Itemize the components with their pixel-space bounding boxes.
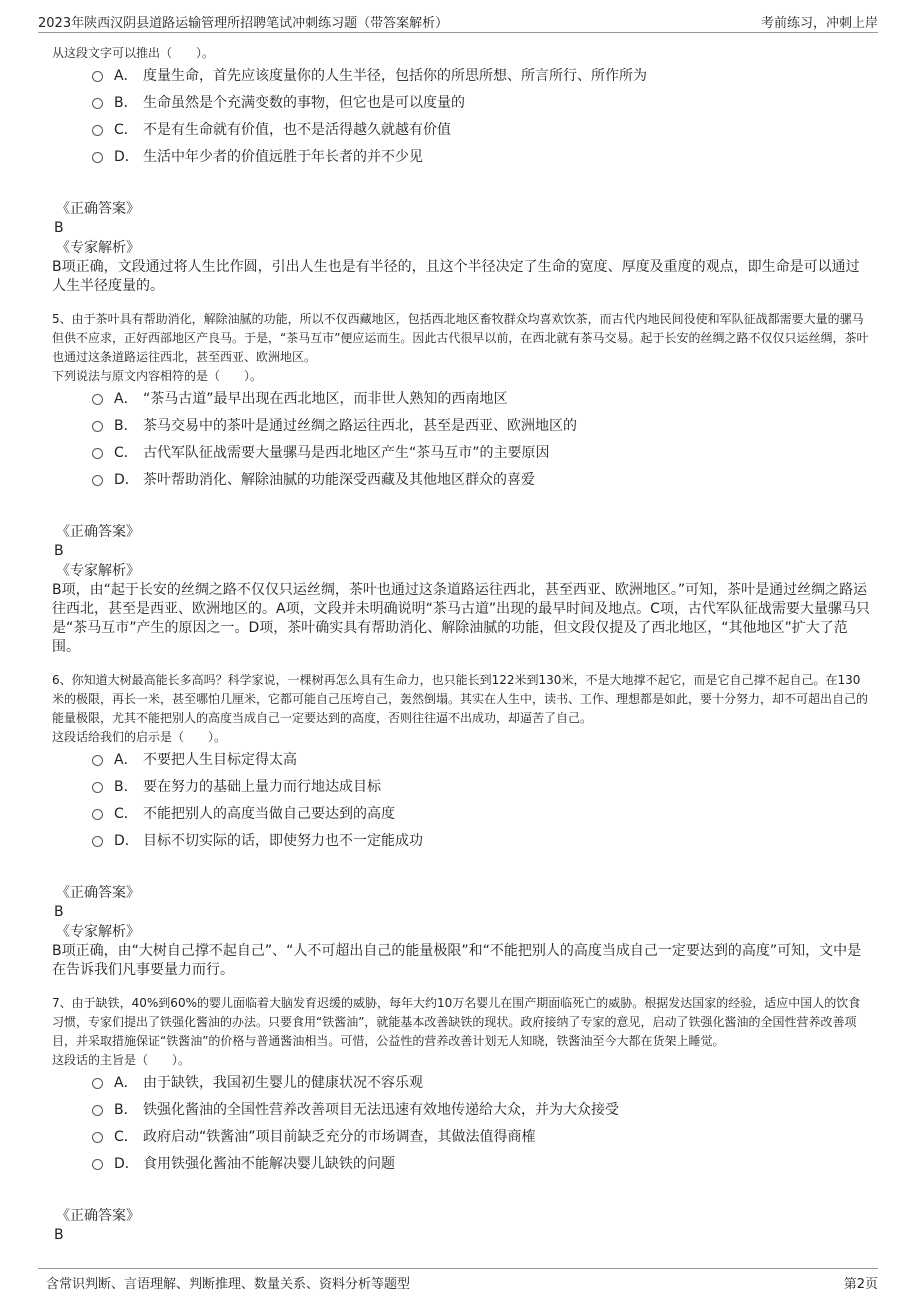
- explanation-text: B项，由“起于长安的丝绸之路不仅仅只运丝绸，茶叶也通过这条道路运往西北，甚至西亚、欧洲地区。”可知，茶叶是通过丝绸之路运往西北，甚至是西亚、欧洲地区的。A项，文段并未明确说明“茶马古道”出现的最早时间及地点。C项，古代军队征战需要大量骡马只是“茶马互市”产生的原因之一。D项，茶叶确实具有帮助消化、解除油腻的功能，但文段仅提及了西北地区，“其他地区”扩大了范围。: [52, 582, 870, 655]
- option-text: 茶马交易中的茶叶是通过丝绸之路运往西北，甚至是西亚、欧洲地区的: [143, 418, 577, 434]
- answer-value: B: [54, 1227, 64, 1243]
- option-a[interactable]: [92, 750, 870, 777]
- option-list: [92, 750, 870, 858]
- option-letter: A．: [114, 1075, 138, 1091]
- page-footer: [38, 1268, 878, 1293]
- option-d[interactable]: [92, 831, 870, 858]
- option-c[interactable]: [92, 443, 870, 470]
- question-passage: 6、你知道大树最高能长多高吗？科学家说，一棵树再怎么具有生命力，也只能长到122米到130米，不是大地撑不起它，而是它自己撑不起自己。在130米的极限，再长一米，甚至哪怕几厘米，它都可能自己压垮自己，轰然倒塌。其实在人生中，读书、工作、理想都是如此，要十分努力，却不可超出自己的能量极限，尤其不能把别人的高度当成自己一定要达到的高度，否则往往逼不出成功，却逼苦了自己。: [52, 673, 869, 725]
- option-b[interactable]: [92, 416, 870, 443]
- radio-icon[interactable]: [92, 782, 103, 793]
- radio-icon[interactable]: [92, 152, 103, 163]
- option-d[interactable]: [92, 470, 870, 497]
- option-c[interactable]: [92, 1127, 870, 1154]
- answer-value: B: [54, 220, 64, 236]
- explanation-heading: 《专家解析》: [56, 240, 140, 256]
- answer-heading: 《正确答案》: [56, 524, 140, 540]
- option-d[interactable]: [92, 1154, 870, 1181]
- option-c[interactable]: [92, 120, 870, 147]
- answer-heading: 《正确答案》: [56, 1208, 140, 1224]
- question-stem: 这段话的主旨是（ ）。: [52, 1053, 191, 1067]
- option-letter: C．: [114, 806, 138, 822]
- option-letter: D．: [114, 833, 139, 849]
- radio-icon[interactable]: [92, 71, 103, 82]
- option-text: 度量生命，首先应该度量你的人生半径，包括你的所思所想、所言所行、所作所为: [143, 68, 647, 84]
- page-content: [52, 44, 870, 1245]
- option-text: 铁强化酱油的全国性营养改善项目无法迅速有效地传递给大众，并为大众接受: [143, 1102, 619, 1118]
- option-letter: B．: [114, 1102, 138, 1118]
- answer-heading: 《正确答案》: [56, 885, 140, 901]
- question-stem: 从这段文字可以推出（ ）。: [52, 46, 215, 60]
- option-text: 不要把人生目标定得太高: [143, 752, 297, 768]
- option-text: 生命虽然是个充满变数的事物，但它也是可以度量的: [143, 95, 465, 111]
- option-text: 不是有生命就有价值，也不是活得越久就越有价值: [143, 122, 451, 138]
- option-text: 生活中年少者的价值远胜于年长者的并不少见: [143, 149, 423, 165]
- radio-icon[interactable]: [92, 1078, 103, 1089]
- option-text: 茶叶帮助消化、解除油腻的功能深受西藏及其他地区群众的喜爱: [143, 472, 535, 488]
- header-tagline: 考前练习，冲刺上岸: [760, 16, 878, 31]
- option-list: [92, 1073, 870, 1181]
- option-text: 食用铁强化酱油不能解决婴儿缺铁的问题: [143, 1156, 395, 1172]
- radio-icon[interactable]: [92, 125, 103, 136]
- option-letter: B．: [114, 779, 138, 795]
- option-letter: C．: [114, 445, 138, 461]
- option-c[interactable]: [92, 804, 870, 831]
- option-d[interactable]: [92, 147, 870, 174]
- option-text: 政府启动“铁酱油”项目前缺乏充分的市场调查，其做法值得商榷: [143, 1129, 536, 1145]
- radio-icon[interactable]: [92, 98, 103, 109]
- option-list: [92, 389, 870, 497]
- option-text: 古代军队征战需要大量骡马是西北地区产生“茶马互市”的主要原因: [143, 445, 550, 461]
- option-text: “茶马古道”最早出现在西北地区，而非世人熟知的西南地区: [143, 391, 508, 407]
- question-7: [52, 994, 870, 1245]
- radio-icon[interactable]: [92, 809, 103, 820]
- option-letter: C．: [114, 1129, 138, 1145]
- question-stem: 这段话给我们的启示是（ ）。: [52, 730, 227, 744]
- option-a[interactable]: [92, 389, 870, 416]
- answer-heading: 《正确答案》: [56, 201, 140, 217]
- answer-value: B: [54, 543, 64, 559]
- option-b[interactable]: [92, 93, 870, 120]
- question-6: [52, 671, 870, 980]
- option-letter: D．: [114, 149, 139, 165]
- option-letter: D．: [114, 472, 139, 488]
- explanation-text: B项正确，文段通过将人生比作圆，引出人生也是有半径的，且这个半径决定了生命的宽度、厚度及重度的观点，即生命是可以通过人生半径度量的。: [52, 259, 860, 294]
- option-letter: B．: [114, 95, 138, 111]
- answer-value: B: [54, 904, 64, 920]
- radio-icon[interactable]: [92, 1159, 103, 1170]
- option-b[interactable]: [92, 777, 870, 804]
- radio-icon[interactable]: [92, 1132, 103, 1143]
- radio-icon[interactable]: [92, 394, 103, 405]
- radio-icon[interactable]: [92, 755, 103, 766]
- radio-icon[interactable]: [92, 1105, 103, 1116]
- option-text: 由于缺铁，我国初生婴儿的健康状况不容乐观: [143, 1075, 423, 1091]
- option-letter: A．: [114, 391, 138, 407]
- option-text: 目标不切实际的话，即使努力也不一定能成功: [143, 833, 423, 849]
- footer-note: 含常识判断、言语理解、判断推理、数量关系、资料分析等题型: [46, 1277, 411, 1292]
- radio-icon[interactable]: [92, 836, 103, 847]
- explanation-heading: 《专家解析》: [56, 924, 140, 940]
- option-letter: A．: [114, 68, 138, 84]
- page-number: 第2页: [843, 1277, 878, 1292]
- explanation-text: B项正确，由“大树自己撑不起自己”、“人不可超出自己的能量极限”和“不能把别人的高度当成自己一定要达到的高度”可知，文中是在告诉我们凡事要量力而行。: [52, 943, 862, 978]
- radio-icon[interactable]: [92, 475, 103, 486]
- radio-icon[interactable]: [92, 448, 103, 459]
- explanation-heading: 《专家解析》: [56, 563, 140, 579]
- option-letter: B．: [114, 418, 138, 434]
- question-5: [52, 310, 870, 657]
- option-text: 要在努力的基础上量力而行地达成目标: [143, 779, 381, 795]
- question-passage: 5、由于茶叶具有帮助消化，解除油腻的功能，所以不仅西藏地区，包括西北地区畜牧群众均喜欢饮茶，而古代内地民间役使和军队征战都需要大量的骡马但供不应求，正好西部地区产良马。于是，“茶马互市”便应运而生。因此古代很早以前，在西北就有茶马交易。起于长安的丝绸之路不仅仅只运丝绸，茶叶也通过这条道路运往西北，甚至西亚、欧洲地区。: [52, 312, 869, 364]
- option-list: [92, 66, 870, 174]
- document-title: 2023年陕西汉阴县道路运输管理所招聘笔试冲刺练习题（带答案解析）: [38, 16, 449, 31]
- question-4: [52, 44, 870, 296]
- question-stem: 下列说法与原文内容相符的是（ ）。: [52, 369, 263, 383]
- option-letter: C．: [114, 122, 138, 138]
- option-a[interactable]: [92, 66, 870, 93]
- page-header: [38, 10, 878, 33]
- option-letter: D．: [114, 1156, 139, 1172]
- radio-icon[interactable]: [92, 421, 103, 432]
- question-passage: 7、由于缺铁，40%到60%的婴儿面临着大脑发育迟缓的威胁，每年大约10万名婴儿在围产期面临死亡的威胁。根据发达国家的经验，适应中国人的饮食习惯，专家们提出了铁强化酱油的办法。只要食用“铁酱油”，就能基本改善缺铁的现状。政府接纳了专家的意见，启动了铁强化酱油的全国性营养改善项目，并采取措施保证“铁酱油”的价格与普通酱油相当。可惜，公益性的营养改善计划无人知晓，铁酱油至今大都在货架上睡觉。: [52, 996, 861, 1048]
- option-a[interactable]: [92, 1073, 870, 1100]
- option-letter: A．: [114, 752, 138, 768]
- option-b[interactable]: [92, 1100, 870, 1127]
- option-text: 不能把别人的高度当做自己要达到的高度: [143, 806, 395, 822]
